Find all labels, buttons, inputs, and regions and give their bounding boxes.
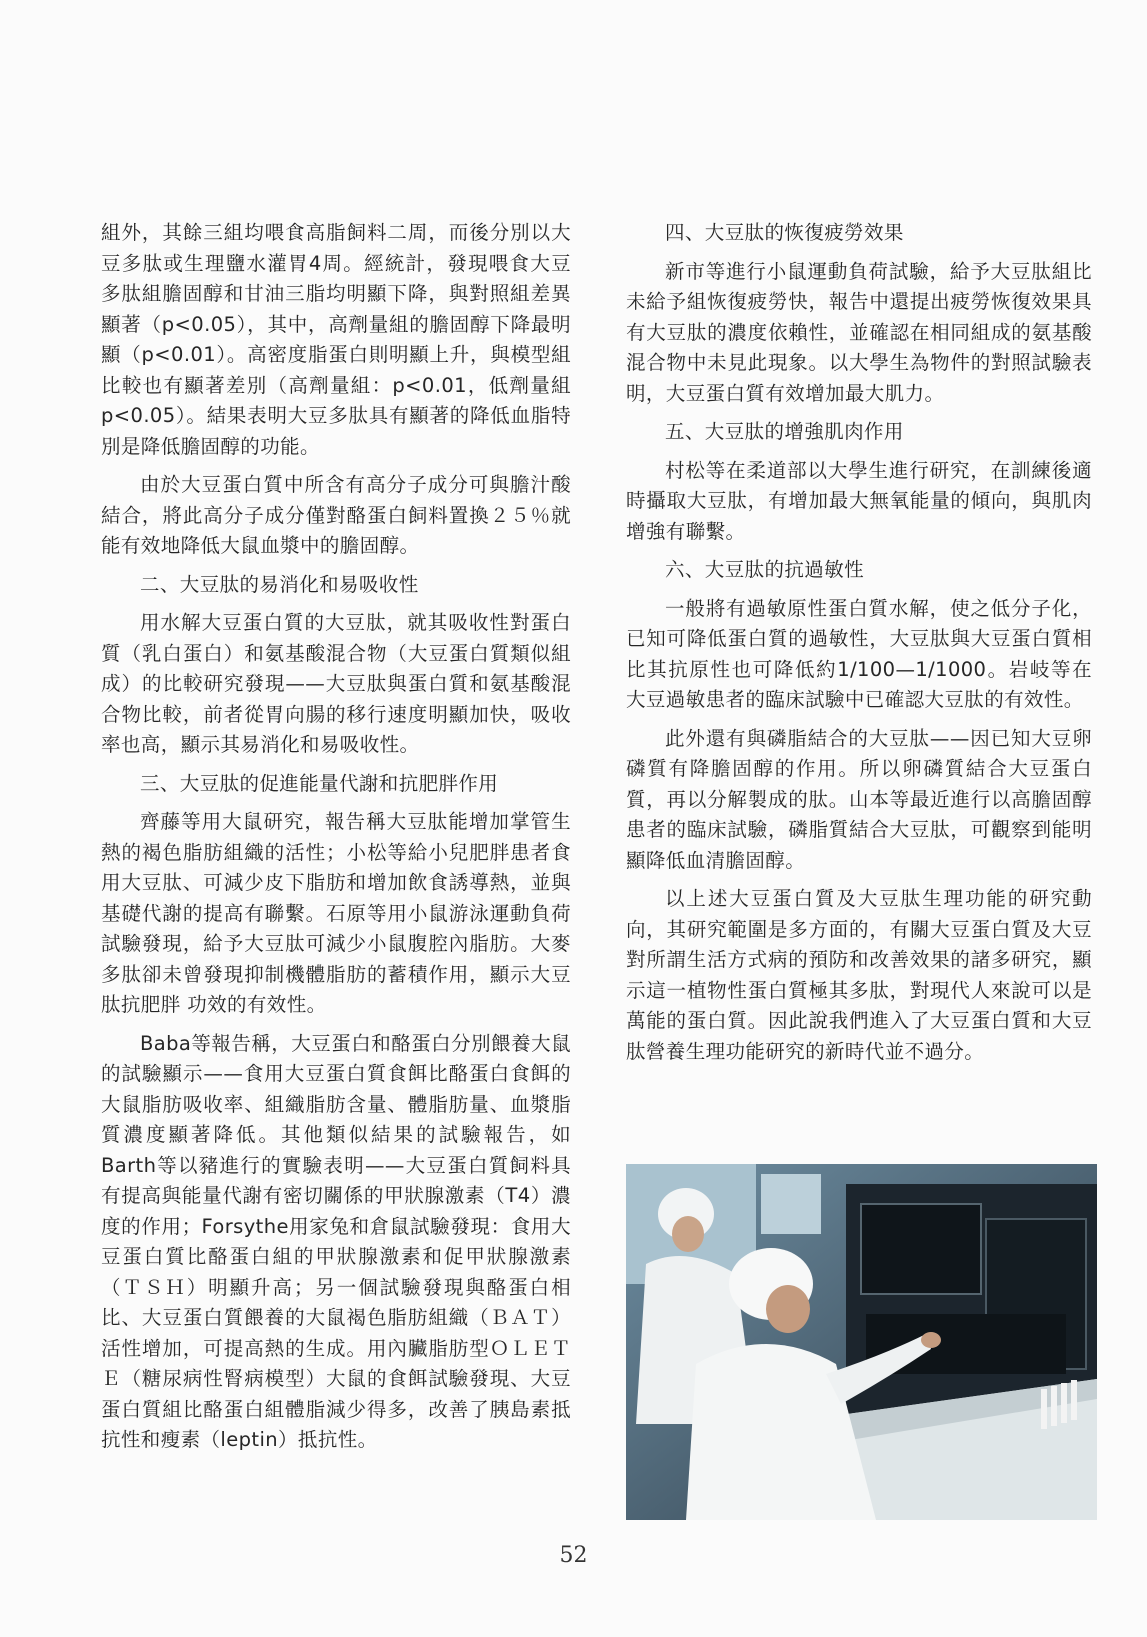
body-paragraph: Baba等報告稱，大豆蛋白和酪蛋白分別餵養大鼠的試驗顯示——食用大豆蛋白質食餌比酪蛋白食餌的大鼠脂肪吸收率、組織脂肪含量、體脂肪量、血漿脂質濃度顯著降低。其他類似結果的試驗報告，如Barth等以豬進行的實驗表明——大豆蛋白質飼料具有提高與能量代謝有密切關係的甲狀腺激素（T4）濃度的作用；Forsythe用家兔和倉鼠試驗發現：食用大豆蛋白質比酪蛋白組的甲狀腺激素和促甲狀腺激素（ＴＳＨ）明顯升高；另一個試驗發現與酪蛋白相比、大豆蛋白質餵養的大鼠褐色脂肪組織（ＢＡＴ）活性增加，可提高熱的生成。用內臟脂肪型ＯＬＥＴＥ（糖尿病性腎病模型）大鼠的食餌試驗發現、大豆蛋白質組比酪蛋白組體脂減少得多，改善了胰島素抵抗性和瘦素（leptin）抵抗性。 [101,1031,571,1451]
body-paragraph: 新市等進行小鼠運動負荷試驗，給予大豆肽組比未給予組恢復疲勞快，報告中還提出疲勞恢復效果具有大豆肽的濃度依賴性，並確認在相同組成的氨基酸混合物中未見此現象。以大學生為物件的對照試驗表明，大豆蛋白質有效增加最大肌力。 [626,259,1092,405]
body-paragraph: 一般將有過敏原性蛋白質水解，使之低分子化，已知可降低蛋白質的過敏性，大豆肽與大豆蛋白質相比其抗原性也可降低約1/100—1/1000。岩岐等在大豆過敏患者的臨床試驗中已確認大豆肽的有效性。 [626,596,1092,711]
section-heading: 六、大豆肽的抗過敏性 [665,558,865,581]
body-paragraph: 由於大豆蛋白質中所含有高分子成分可與膽汁酸結合，將此高分子成分僅對酪蛋白飼料置換２５％就能有效地降低大鼠血漿中的膽固醇。 [101,473,571,557]
section-heading: 二、大豆肽的易消化和易吸收性 [140,572,419,596]
body-paragraph: 村松等在柔道部以大學生進行研究，在訓練後適時攝取大豆肽，有增加最大無氧能量的傾向，與肌肉增強有聯繫。 [626,458,1092,543]
section-heading: 三、大豆肽的促進能量代謝和抗肥胖作用 [140,771,499,795]
body-paragraph: 用水解大豆蛋白質的大豆肽，就其吸收性對蛋白質（乳白蛋白）和氨基酸混合物（大豆蛋白質類似組成）的比較研究發現——大豆肽與蛋白質和氨基酸混合物比較，前者從胃向腸的移行速度明顯加快，吸收率也高，顯示其易消化和易吸收性。 [101,611,571,756]
body-paragraph: 此外還有與磷脂結合的大豆肽——因已知大豆卵磷質有降膽固醇的作用。所以卵磷質結合大豆蛋白質，再以分解製成的肽。山本等最近進行以高膽固醇患者的臨床試驗，磷脂質結合大豆肽，可觀察到能明顯降低血清膽固醇。 [626,726,1092,872]
right-column [626,218,1092,1075]
body-paragraph: 以上述大豆蛋白質及大豆肽生理功能的研究動向，其研究範圍是多方面的，有關大豆蛋白質及大豆對所謂生活方式病的預防和改善效果的諸多研究，顯示這一植物性蛋白質極其多肽，對現代人來說可以是萬能的蛋白質。因此說我們進入了大豆蛋白質和大豆肽營養生理功能研究的新時代並不過分。 [626,887,1092,1063]
section-heading: 四、大豆肽的恢復疲勞效果 [665,221,904,244]
section-heading: 五、大豆肽的增強肌肉作用 [665,420,904,443]
body-paragraph: 組外，其餘三組均喂食高脂飼料二周，而後分別以大豆多肽或生理鹽水灌胃4周。經統計，發現喂食大豆多肽組膽固醇和甘油三脂均明顯下降，與對照組差異顯著（p<0.05），其中，高劑量組的膽固醇下降最明顯（p<0.01）。高密度脂蛋白則明顯上升，與模型組比較也有顯著差別（高劑量組：p<0.01，低劑量組p<0.05）。結果表明大豆多肽具有顯著的降低血脂特別是降低膽固醇的功能。 [101,221,571,458]
left-column [101,218,571,1464]
page-number: 52 [559,1543,588,1568]
laboratory-photo [626,1164,1097,1520]
body-paragraph: 齊藤等用大鼠研究，報告稱大豆肽能增加掌管生熱的褐色脂肪組織的活性；小松等給小兒肥胖患者食用大豆肽、可減少皮下脂肪和增加飲食誘導熱，並與基礎代謝的提高有聯繫。石原等用小鼠游泳運動負荷試驗發現，給予大豆肽可減少小鼠腹腔內脂肪。大麥多肽卻未曾發現抑制機體脂肪的蓄積作用，顯示大豆肽抗肥胖 功效的有效性。 [101,810,571,1016]
